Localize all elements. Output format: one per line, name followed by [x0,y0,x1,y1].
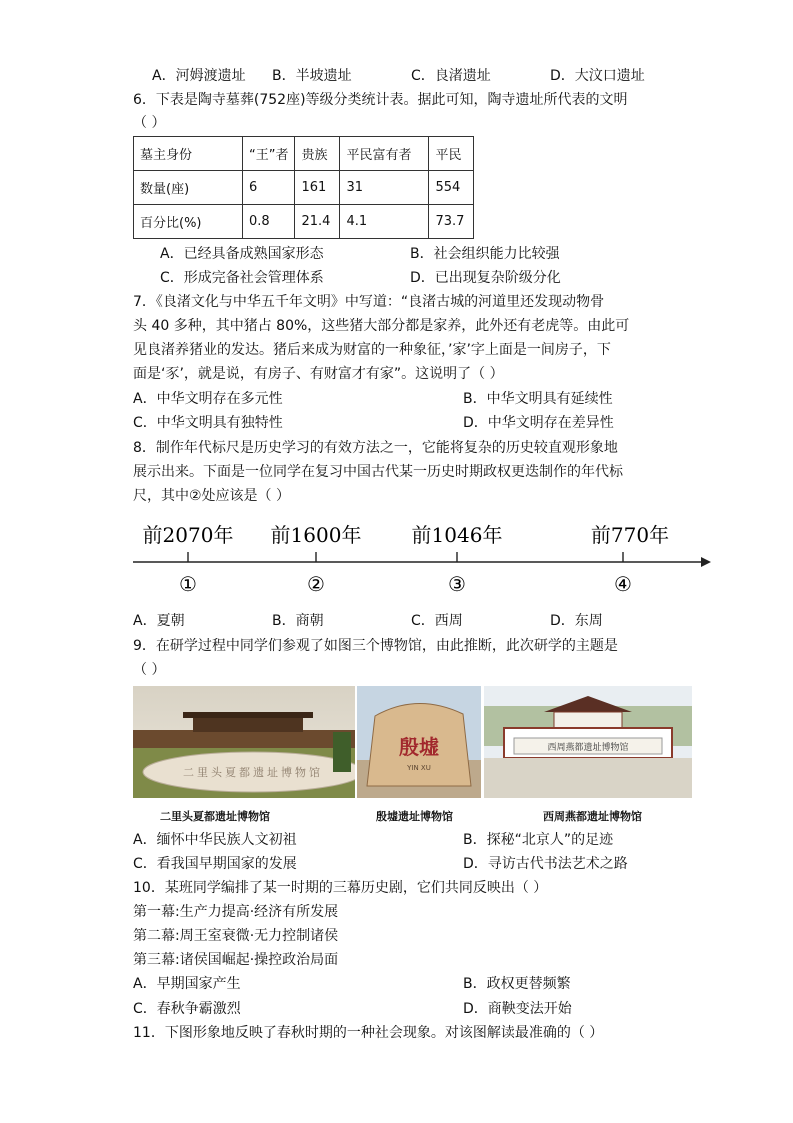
timeline-year: 前1600年 [270,523,362,547]
timeline-arrow-icon [701,557,711,567]
q8-option-a: A．夏朝 [133,613,185,629]
q7-stem-line2: 头 40 多种，其中猪占 80%，这些猪大部分都是家养，此外还有老虎等。由此可 [133,318,630,334]
table-header-cell: 平民富有者 [340,137,429,171]
table-row [134,171,474,205]
q10-act-3: 第三幕:诸侯国崛起·操控政治局面 [133,952,339,968]
photo-caption: 殷墟遗址博物馆 [376,810,453,823]
table-cell: 21.4 [295,205,340,239]
q6-option-d: D．已出现复杂阶级分化 [410,270,561,286]
q7-stem-line3: 见良渚养猪业的发达。猪后来成为财富的一种象征，’家’字上面是一间房子，下 [133,342,611,358]
table-cell: 百分比(%) [134,205,243,239]
q8-option-d: D．东周 [550,613,603,629]
q9-stem-line1: 9．在研学过程中同学们参观了如图三个博物馆，由此推断，此次研学的主题是 [133,638,618,654]
q9-option-d: D．寻访古代书法艺术之路 [463,856,628,872]
timeline-year: 前2070年 [142,523,234,547]
photo-erlitou-museum [133,686,355,798]
table-cell: 31 [340,171,429,205]
table-cell: 0.8 [243,205,295,239]
q11-stem: 11．下图形象地反映了春秋时期的一种社会现象。对该图解读最准确的（ ） [133,1025,604,1041]
q10-option-b: B．政权更替频繁 [463,976,571,992]
photo-yinxu-museum [357,686,481,798]
q6-option-c: C．形成完备社会管理体系 [160,270,324,286]
timeline-svg [133,516,713,600]
q10-stem: 10．某班同学编排了某一时期的三幕历史剧，它们共同反映出（ ） [133,880,548,896]
timeline-mark: ③ [448,572,466,596]
erlitou-sign-text: 二里头夏都遗址博物馆 [183,766,323,779]
table-cell: 6 [243,171,295,205]
q9-option-b: B．探秘“北京人”的足迹 [463,832,614,848]
timeline-year: 前770年 [590,523,670,547]
q9-option-a: A．缅怀中华民族人文初祖 [133,832,297,848]
table-cell: 4.1 [340,205,429,239]
timeline-year: 前1046年 [411,523,503,547]
q5-option-d: D．大汶口遗址 [550,68,645,84]
table-header-row [134,137,474,171]
q8-option-c: C．西周 [411,613,463,629]
q7-option-d: D．中华文明存在差异性 [463,415,614,431]
yinxu-sign-text: 殷墟 [399,735,439,759]
timeline-mark: ④ [614,572,632,596]
timeline-mark: ① [179,572,197,596]
table-header-cell: 贵族 [295,137,340,171]
timeline-mark: ② [307,572,325,596]
table-header-cell: 平民 [429,137,474,171]
q5-option-b: B．半坡遗址 [272,68,352,84]
q10-option-d: D．商鞅变法开始 [463,1001,572,1017]
yinxu-pinyin-text: YIN XU [407,764,431,772]
tomb-stats-table [133,136,474,239]
q9-stem-line2: （ ） [133,662,166,678]
q8-stem-line1: 8．制作年代标尺是历史学习的有效方法之一，它能将复杂的历史较直观形象地 [133,440,618,456]
q8-option-b: B．商朝 [272,613,324,629]
q7-stem-line1: 7．《良渚文化与中华五千年文明》中写道：“良渚古城的河道里还发现动物骨 [133,294,605,310]
photo-caption: 西周燕都遗址博物馆 [543,810,642,823]
q10-option-a: A．早期国家产生 [133,976,241,992]
table-cell: 554 [429,171,474,205]
q7-option-a: A．中华文明存在多元性 [133,391,283,407]
q6-stem-line1: 6．下表是陶寺墓葬(752座)等级分类统计表。据此可知，陶寺遗址所代表的文明 [133,92,628,108]
q9-option-c: C．看我国早期国家的发展 [133,856,297,872]
table-cell: 73.7 [429,205,474,239]
table-header-cell: 墓主身份 [134,137,243,171]
q5-option-a: A．河姆渡遗址 [152,68,246,84]
q7-stem-line4: 面是‘豕’，就是说，有房子、有财富才有家”。这说明了（ ） [133,366,504,382]
q10-act-2: 第二幕:周王室衰微·无力控制诸侯 [133,928,339,944]
q10-option-c: C．春秋争霸激烈 [133,1001,241,1017]
q8-stem-line3: 尺，其中②处应该是（ ） [133,488,291,504]
photo-caption: 二里头夏都遗址博物馆 [160,810,270,823]
timeline-ruler [133,516,713,600]
table-header-cell: “王”者 [243,137,295,171]
q6-option-b: B．社会组织能力比较强 [410,246,560,262]
table-row [134,205,474,239]
q7-option-b: B．中华文明具有延续性 [463,391,613,407]
table-cell: 161 [295,171,340,205]
q5-option-c: C．良渚遗址 [411,68,491,84]
photo-yandu-museum [484,686,692,798]
q8-stem-line2: 展示出来。下面是一位同学在复习中国古代某一历史时期政权更迭制作的年代标 [133,464,623,480]
q6-option-a: A．已经具备成熟国家形态 [160,246,324,262]
q10-act-1: 第一幕:生产力提高·经济有所发展 [133,904,339,920]
yandu-sign-text: 西周燕都遗址博物馆 [547,743,629,753]
table-cell: 数量(座) [134,171,243,205]
q7-option-c: C．中华文明具有独特性 [133,415,283,431]
q6-stem-line2: （ ） [133,115,166,131]
